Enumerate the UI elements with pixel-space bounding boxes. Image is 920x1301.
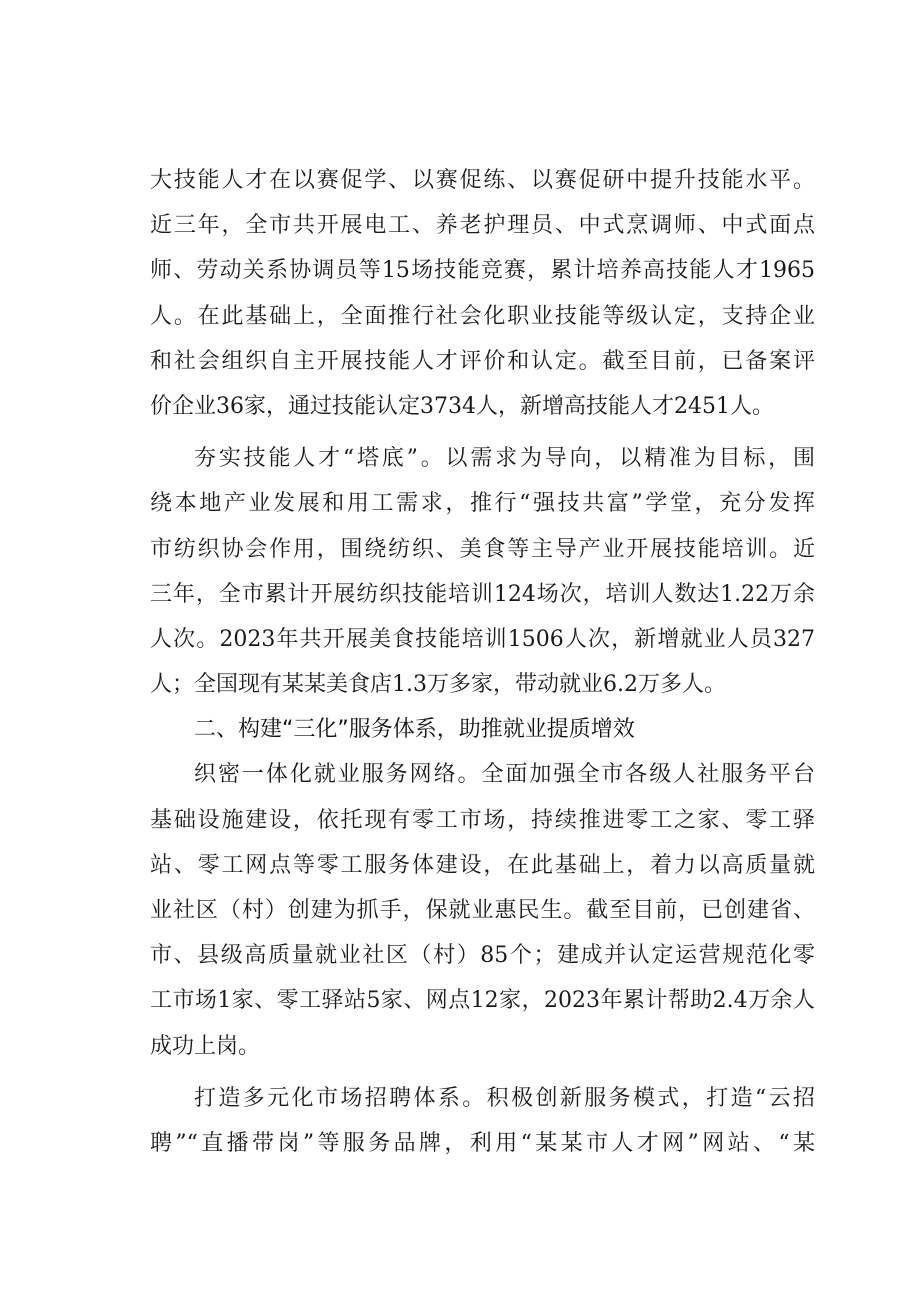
- text-line: 打造多元化市场招聘体系。积极创新服务模式，打造“云招: [194, 1085, 815, 1111]
- text-line: 站、零工网点等零工服务体建设，在此基础上，着力以高质量就: [150, 852, 815, 878]
- section-heading: 二、构建“三化”服务体系，助推就业提质增效: [194, 717, 635, 743]
- text-line: 业社区（村）创建为抓手，保就业惠民生。截至目前，已创建省、: [150, 898, 815, 923]
- text-line: 市、县级高质量就业社区（村）85个；建成并认定运营规范化零: [150, 943, 815, 969]
- text-line: 近三年，全市共开展电工、养老护理员、中式烹调师、中式面点: [150, 213, 815, 239]
- text-line: 夯实技能人才“塔底”。以需求为导向，以精准为目标，围: [194, 446, 815, 472]
- text-line: 工市场1家、零工驿站5家、网点12家，2023年累计帮助2.4万余人: [150, 988, 815, 1014]
- text-line: 师、劳动关系协调员等15场技能竞赛，累计培养高技能人才1965: [150, 258, 815, 284]
- text-line: 聘”“直播带岗”等服务品牌，利用“某某市人才网”网站、“某: [150, 1130, 815, 1156]
- text-line: 市纺织协会作用，围绕纺织、美食等主导产业开展技能培训。近: [150, 536, 815, 562]
- text-line: 人。在此基础上，全面推行社会化职业技能等级认定，支持企业: [150, 303, 815, 329]
- text-line: 人次。2023年共开展美食技能培训1506人次，新增就业人员327: [150, 626, 815, 652]
- document-body: [150, 158, 815, 1166]
- paragraph-skills-competition: [150, 158, 815, 429]
- paragraph-recruitment-system: [150, 1076, 815, 1166]
- text-line: 人；全国现有某某美食店1.3万多家，带动就业6.2万多人。: [150, 672, 726, 698]
- text-line: 基础设施建设，依托现有零工市场，持续推进零工之家、零工驿: [150, 807, 815, 833]
- text-line: 和社会组织自主开展技能人才评价和认定。截至目前，已备案评: [150, 348, 815, 374]
- text-line: 大技能人才在以赛促学、以赛促练、以赛促研中提升技能水平。: [150, 168, 815, 193]
- paragraph-service-network: [150, 752, 815, 1068]
- paragraph-skills-base: [150, 436, 815, 707]
- text-line: 成功上岗。: [150, 1033, 261, 1059]
- text-line: 三年，全市累计开展纺织技能培训124场次，培训人数达1.22万余: [150, 581, 815, 607]
- text-line: 织密一体化就业服务网络。全面加强全市各级人社服务平台: [194, 762, 815, 788]
- text-line: 绕本地产业发展和用工需求，推行“强技共富”学堂，充分发挥: [150, 491, 815, 517]
- text-line: 价企业36家，通过技能认定3734人，新增高技能人才2451人。: [150, 393, 774, 419]
